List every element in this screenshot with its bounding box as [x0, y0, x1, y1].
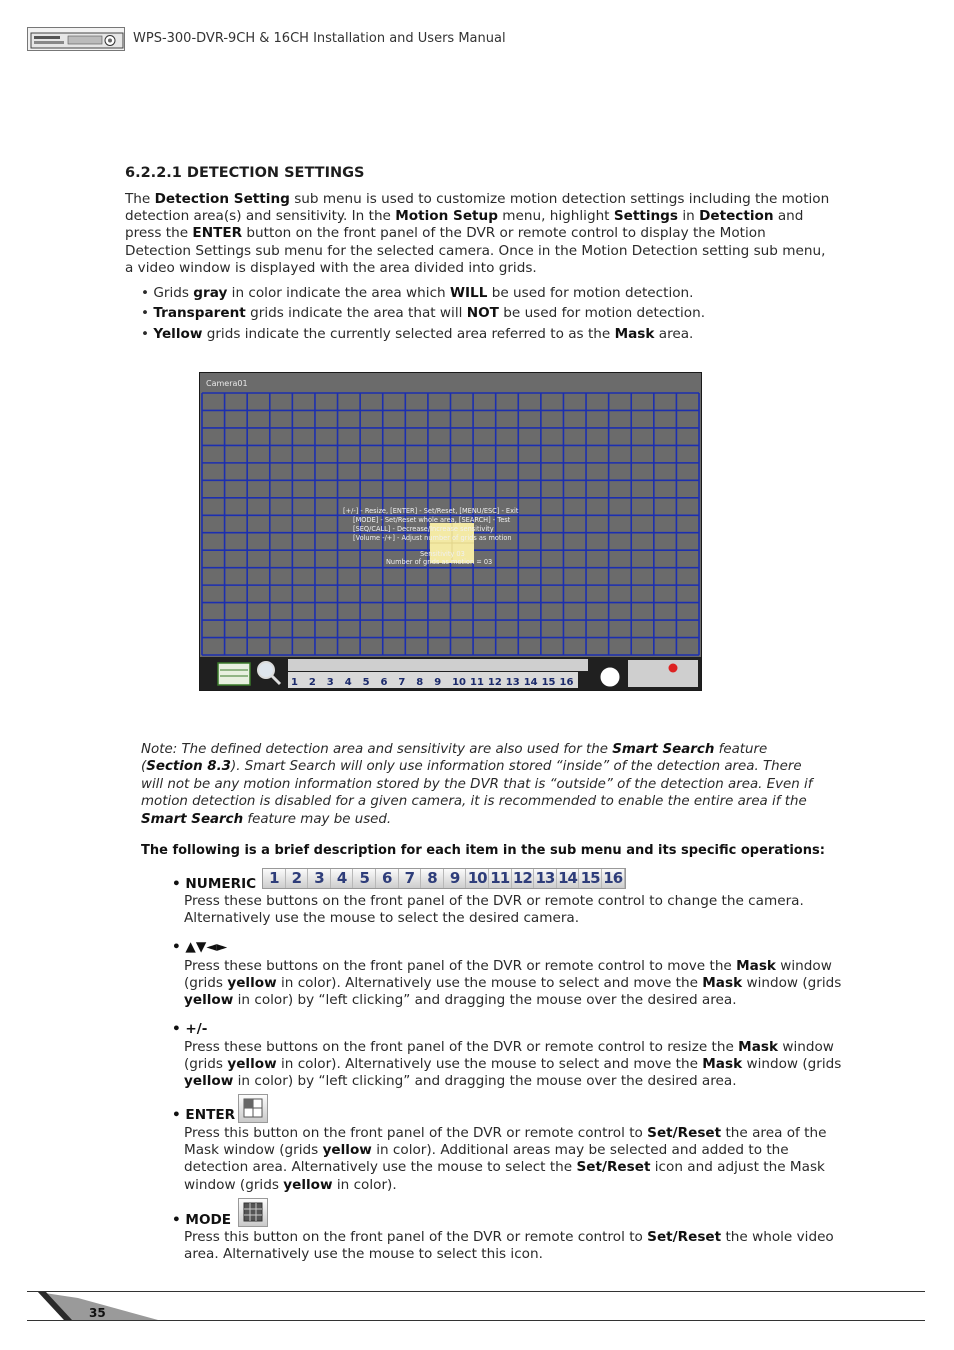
footer-rule: [27, 1291, 925, 1292]
footer-rule: [27, 1320, 925, 1321]
sub-menu-description-heading: The following is a brief description for each item in the sub menu and its specific operations:: [141, 843, 825, 858]
camera-button-1: 1: [263, 869, 286, 888]
osd-line: [MODE] - Set/Reset whole area, [SEARCH] - Test: [353, 516, 511, 524]
intro-paragraph: The Detection Setting sub menu is used to customize motion detection settings including the motion detection area(s) and sensitivity. In the Motion Setup menu, highlight Settings in Detection and press the ENTER button on the front panel of the DVR or remote control to display the Motion Detection Settings sub menu for the selected camera. Once in the Motion Detection setting sub menu, a video window is displayed with the area divided into grids.: [125, 191, 830, 276]
toolbar-number-14[interactable]: 14: [523, 677, 538, 688]
record-icon[interactable]: [669, 664, 678, 673]
camera-button-14: 14: [557, 869, 580, 888]
numeric-description: Press these buttons on the front panel of the DVR or remote control to change the camera. Alternatively use the mouse to select the desired camera.: [184, 893, 804, 927]
page-number: 35: [89, 1306, 106, 1320]
camera-button-6: 6: [376, 869, 399, 888]
camera-label: Camera01: [206, 379, 248, 388]
camera-button-3: 3: [308, 869, 331, 888]
camera-button-7: 7: [399, 869, 422, 888]
camera-button-13: 13: [534, 869, 557, 888]
osd-line: Sensitivity 03: [420, 550, 465, 558]
camera-button-4: 4: [331, 869, 354, 888]
camera-button-11: 11: [489, 869, 512, 888]
dvr-unit-icon: [28, 28, 126, 52]
bullet-yellow-grids: • Yellow grids indicate the currently selected area referred to as the Mask area.: [141, 326, 694, 342]
toolbar-number-6[interactable]: 6: [380, 677, 388, 688]
osd-line: [Volume -/+] - Adjust number of grids as motion: [353, 534, 512, 542]
arrow-keys-description: Press these buttons on the front panel of the DVR or remote control to move the Mask window (grids yellow in color). Alternatively use the mouse to select and move the Mask window (grids yellow in color) by “left clicking” and dragging the mouse over the desired area.: [184, 958, 842, 1009]
toolbar-number-3[interactable]: 3: [326, 677, 334, 688]
toolbar-number-12[interactable]: 12: [487, 677, 502, 688]
dvr-product-logo: [27, 27, 125, 51]
toolbar-number-15[interactable]: 15: [541, 677, 556, 688]
bullet-transparent-grids: • Transparent grids indicate the area that will NOT be used for motion detection.: [141, 305, 706, 321]
arrow-keys-heading: • ▲▼◄►: [172, 939, 228, 955]
toolbar-number-9[interactable]: 9: [434, 677, 442, 688]
toolbar-number-5[interactable]: 5: [362, 677, 370, 688]
osd-line: Number of grids as motion = 03: [386, 558, 493, 566]
mode-description: Press this button on the front panel of the DVR or remote control to Set/Reset the whole video area. Alternatively use the mouse to select this icon.: [184, 1229, 834, 1263]
osd-line: [SEQ/CALL] - Decrease/Increase sensitivity: [353, 525, 494, 533]
mode-heading: • MODE: [172, 1212, 232, 1228]
rotate-icon[interactable]: [600, 667, 620, 687]
toolbar-number-4[interactable]: 4: [344, 677, 352, 688]
camera-button-16: 16: [602, 869, 625, 888]
enter-heading: • ENTER: [172, 1107, 236, 1123]
numeric-button-strip: [262, 868, 626, 889]
toolbar-number-7[interactable]: 7: [398, 677, 406, 688]
toolbar-number-2[interactable]: 2: [308, 677, 316, 688]
camera-button-5: 5: [353, 869, 376, 888]
enter-description: Press this button on the front panel of the DVR or remote control to Set/Reset the area of the Mask window (grids yellow in color). Additional areas may be selected and added to the detection area. Alternatively use the mouse to select the Set/Reset icon and adjust the Mask window (grids yellow in color).: [184, 1125, 827, 1193]
toolbar-number-8[interactable]: 8: [416, 677, 424, 688]
osd-line: [+/-] - Resize, [ENTER] - Set/Reset, [MENU/ESC] - Exit: [343, 507, 519, 515]
camera-button-15: 15: [579, 869, 602, 888]
smart-search-note: Note: The defined detection area and sensitivity are also used for the Smart Search feature (Section 8.3). Smart Search will only use information stored “inside” of the detection area. There will not be any motion information stored by the DVR that is “outside” of the detection area. Even if motion detection is disabled for a given camera, it is recommended to enable the entire area if the Smart Search feature may be used.: [141, 742, 813, 827]
set-reset-icon: [238, 1094, 268, 1123]
toolbar-number-16[interactable]: 16: [559, 677, 574, 688]
dvr-toolbar: [200, 657, 701, 690]
layout-icon[interactable]: [218, 663, 250, 685]
whole-area-icon: [238, 1198, 268, 1227]
detection-grid-screen: [200, 373, 701, 690]
toolbar-number-1[interactable]: 1: [291, 677, 298, 688]
camera-button-2: 2: [286, 869, 309, 888]
manual-title: WPS-300-DVR-9CH & 16CH Installation and Users Manual: [133, 31, 506, 46]
toolbar-number-13[interactable]: 13: [505, 677, 520, 688]
camera-button-12: 12: [512, 869, 535, 888]
toolbar-number-11[interactable]: 11: [470, 677, 484, 688]
resize-keys-heading: • +/-: [172, 1021, 208, 1037]
magnifier-icon[interactable]: [258, 662, 274, 678]
camera-button-10: 10: [466, 869, 489, 888]
camera-button-9: 9: [444, 869, 467, 888]
motion-detection-screenshot: [199, 372, 702, 691]
bullet-gray-grids: • Grids gray in color indicate the area which WILL be used for motion detection.: [141, 285, 694, 301]
camera-button-8: 8: [421, 869, 444, 888]
section-title: 6.2.2.1 DETECTION SETTINGS: [125, 165, 365, 181]
numeric-heading: • NUMERIC: [172, 876, 257, 892]
toolbar-number-10[interactable]: 10: [452, 677, 467, 688]
resize-keys-description: Press these buttons on the front panel of the DVR or remote control to resize the Mask window (grids yellow in color). Alternatively use the mouse to select and move the Mask window (grids yellow in color) by “left clicking” and dragging the mouse over the desired area.: [184, 1039, 842, 1090]
